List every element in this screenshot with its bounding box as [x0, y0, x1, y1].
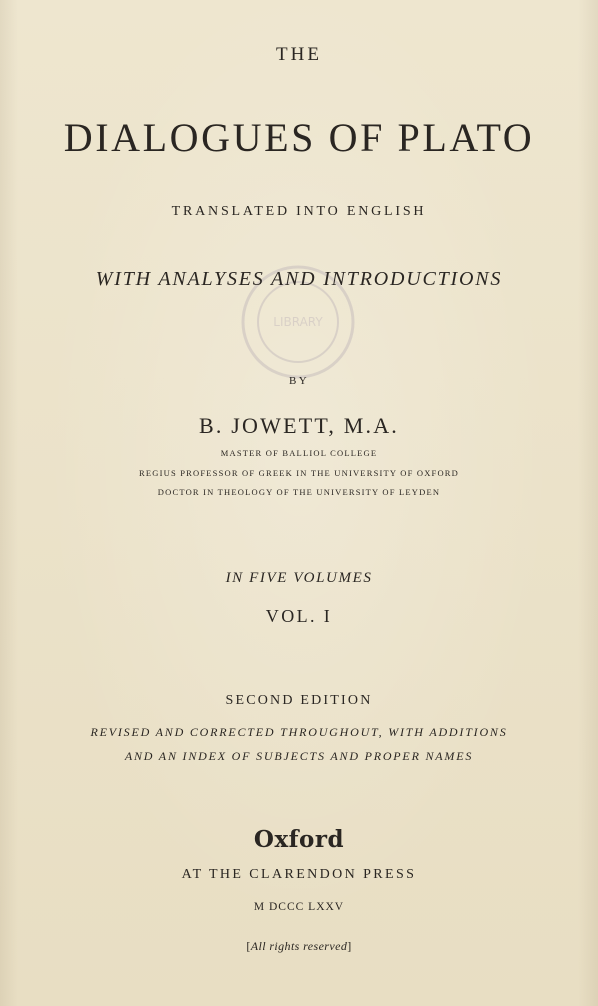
by-label: BY: [288, 375, 310, 387]
credential-master: MASTER OF BALLIOL COLLEGE: [220, 448, 378, 458]
volumes-count: IN FIVE VOLUMES: [225, 570, 373, 586]
edition-label: SECOND EDITION: [225, 693, 373, 708]
edition-revised-note: REVISED AND CORRECTED THROUGHOUT, WITH ADDITIONS: [90, 725, 508, 739]
rights-notice: [0, 939, 598, 954]
stamp-text: LIBRARY: [273, 315, 323, 329]
edition-index-note: AND AN INDEX OF SUBJECTS AND PROPER NAMES: [124, 749, 474, 763]
volume-number: VOL. I: [265, 606, 333, 626]
subtitle-translated: TRANSLATED INTO ENGLISH: [171, 204, 427, 219]
credential-doctor: DOCTOR IN THEOLOGY OF THE UNIVERSITY OF LEYDEN: [157, 487, 441, 497]
imprint-date: M DCCC LXXV: [253, 901, 345, 913]
author-name: B. JOWETT, M.A.: [198, 413, 400, 438]
rights-bracket-close: ]: [347, 939, 352, 953]
imprint-place: Oxford: [253, 826, 345, 853]
book-title: DIALOGUES OF PLATO: [63, 115, 535, 160]
credential-regius: REGIUS PROFESSOR OF GREEK IN THE UNIVERSITY OF OXFORD: [138, 468, 460, 478]
rights-text: All rights reserved: [250, 939, 348, 953]
subtitle-analyses: WITH ANALYSES AND INTRODUCTIONS: [95, 268, 503, 290]
imprint-press: AT THE CLARENDON PRESS: [181, 867, 417, 882]
title-the: THE: [276, 44, 322, 65]
rights-bracket-open: [: [246, 939, 251, 953]
